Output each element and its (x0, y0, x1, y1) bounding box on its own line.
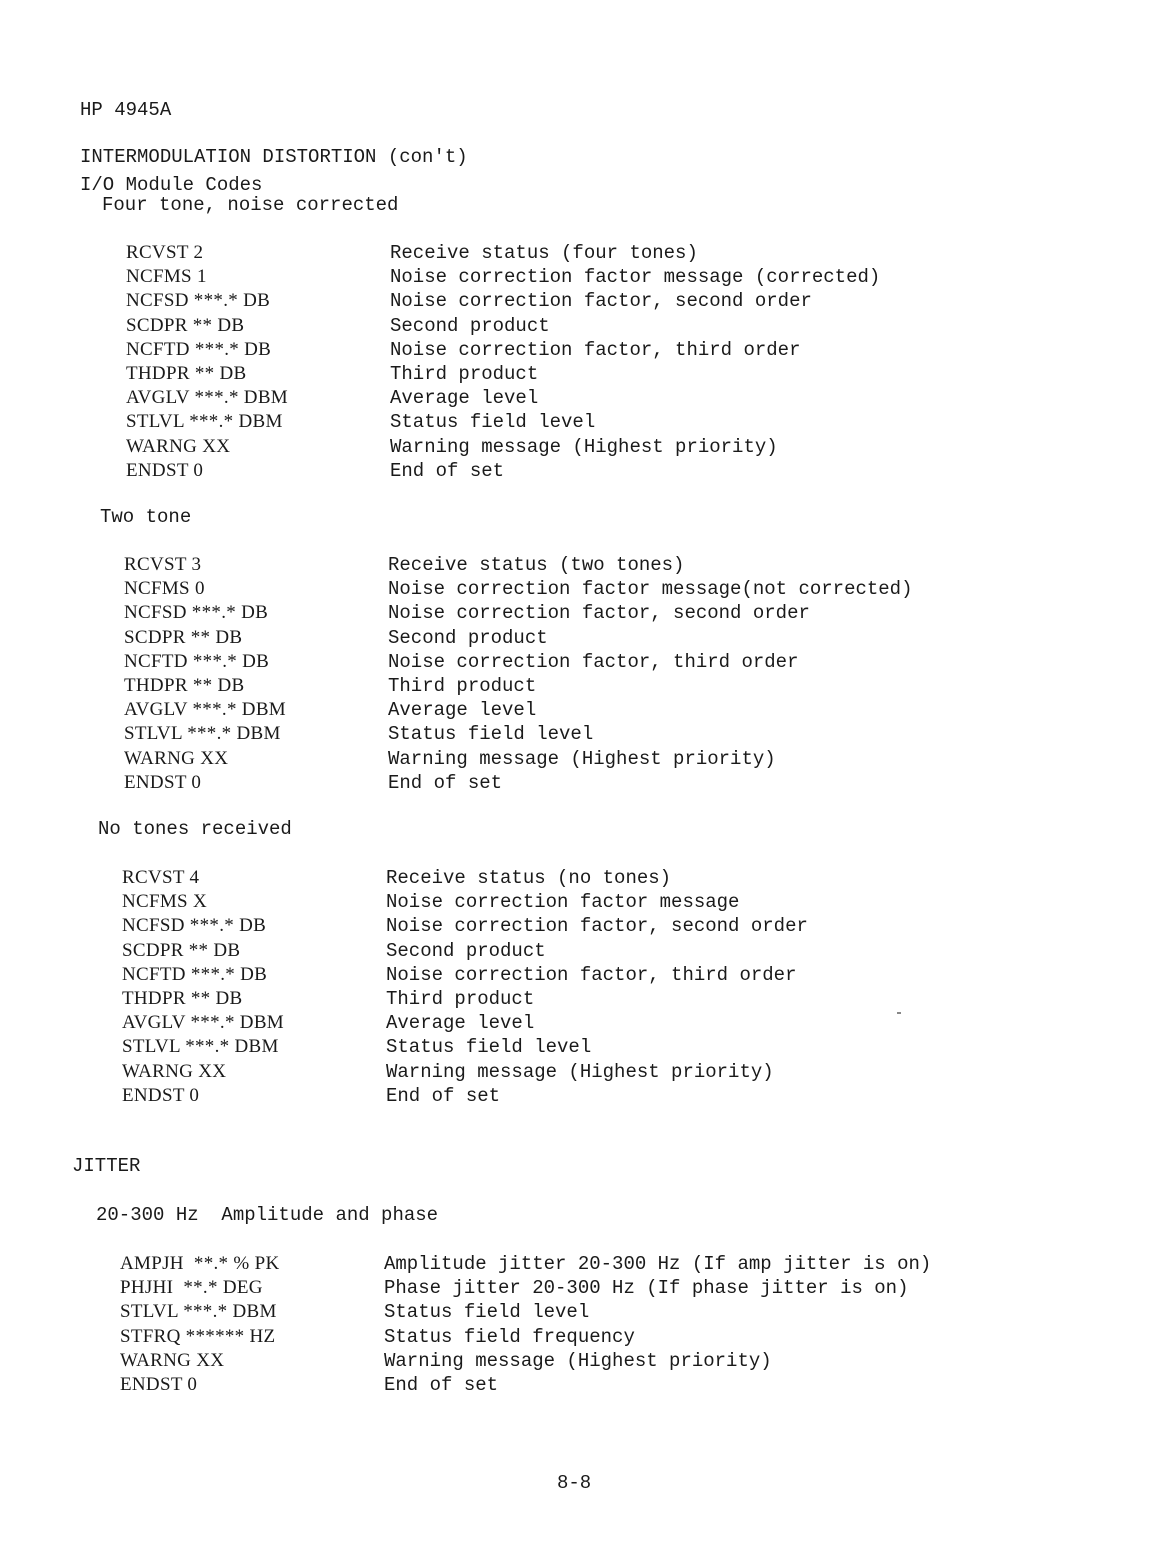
code-description: Status field level (386, 1036, 592, 1059)
code-mnemonic: NCFMS 0 (124, 578, 205, 600)
code-description: End of set (388, 771, 503, 794)
code-description: Noise correction factor, second order (388, 602, 810, 625)
code-mnemonic: NCFMS 1 (126, 266, 207, 288)
code-description: Amplitude jitter 20-300 Hz (If amp jitter is on) (384, 1253, 932, 1275)
code-description: End of set (384, 1373, 499, 1396)
code-description: Noise correction factor, second order (386, 915, 808, 938)
header-model: HP 4945A (80, 99, 172, 121)
code-mnemonic: NCFTD ***.* DB (124, 650, 270, 672)
code-description: Noise correction factor, third order (388, 650, 799, 673)
code-mnemonic: WARNG XX (122, 1060, 227, 1082)
code-description: Noise correction factor, third order (390, 338, 801, 361)
code-description: Warning message (Highest priority) (384, 1349, 772, 1372)
code-mnemonic: SCDPR ** DB (126, 314, 245, 336)
code-description: Second product (386, 939, 546, 962)
code-description: Average level (390, 387, 539, 410)
code-mnemonic: RCVST 2 (126, 242, 204, 263)
page-number: 8-8 (557, 1472, 592, 1494)
code-mnemonic: NCFSD ***.* DB (122, 915, 267, 937)
code-mnemonic: SCDPR ** DB (122, 939, 241, 961)
subsection-title-jitter-20-300: 20-300 Hz Amplitude and phase (96, 1204, 439, 1226)
code-description: Receive status (no tones) (386, 867, 672, 889)
code-mnemonic: NCFMS X (122, 891, 207, 913)
code-description: Noise correction factor, second order (390, 290, 812, 313)
code-description: Status field frequency (384, 1325, 635, 1348)
code-description: Average level (388, 699, 537, 722)
code-mnemonic: ENDST 0 (124, 771, 202, 793)
code-description: Status field level (388, 723, 594, 746)
code-description: Warning message (Highest priority) (390, 435, 778, 458)
code-mnemonic: THDPR ** DB (124, 674, 245, 696)
code-mnemonic: THDPR ** DB (122, 987, 243, 1009)
code-mnemonic: AMPJH **.* % PK (120, 1253, 280, 1274)
code-description: Receive status (four tones) (390, 242, 698, 264)
subsection-title-two-tone: Two tone (100, 506, 192, 528)
code-description: End of set (390, 459, 505, 482)
code-mnemonic: WARNG XX (124, 747, 229, 769)
section-title-imd: INTERMODULATION DISTORTION (con't) (80, 146, 468, 168)
code-mnemonic: AVGLV ***.* DBM (126, 387, 288, 409)
code-mnemonic: STLVL ***.* DBM (122, 1036, 279, 1058)
code-mnemonic: WARNG XX (126, 435, 231, 457)
code-mnemonic: RCVST 4 (122, 867, 200, 888)
code-mnemonic: AVGLV ***.* DBM (122, 1012, 284, 1034)
code-description: Average level (386, 1012, 535, 1035)
code-description: Noise correction factor message (386, 891, 740, 914)
code-mnemonic: STLVL ***.* DBM (126, 411, 283, 433)
code-description: Status field level (390, 411, 596, 434)
code-mnemonic: THDPR ** DB (126, 362, 247, 384)
code-description: End of set (386, 1084, 501, 1107)
code-mnemonic: SCDPR ** DB (124, 626, 243, 648)
code-description: Status field level (384, 1301, 590, 1324)
code-mnemonic: AVGLV ***.* DBM (124, 699, 286, 721)
code-description: Second product (388, 626, 548, 649)
code-description: Phase jitter 20-300 Hz (If phase jitter is on) (384, 1277, 909, 1300)
subsection-title-no-tones: No tones received (98, 818, 292, 840)
header-subtitle: I/O Module Codes (80, 174, 263, 196)
code-mnemonic: ENDST 0 (120, 1373, 198, 1395)
code-mnemonic: NCFSD ***.* DB (124, 602, 269, 624)
section-title-jitter: JITTER (72, 1155, 141, 1177)
code-mnemonic: WARNG XX (120, 1349, 225, 1371)
scan-speck (897, 1012, 901, 1014)
code-mnemonic: STFRQ ****** HZ (120, 1325, 276, 1347)
code-description: Third product (388, 674, 537, 697)
code-mnemonic: ENDST 0 (126, 459, 204, 481)
code-mnemonic: STLVL ***.* DBM (124, 723, 281, 745)
code-description: Noise correction factor, third order (386, 963, 797, 986)
code-description: Second product (390, 314, 550, 337)
code-mnemonic: STLVL ***.* DBM (120, 1301, 277, 1323)
code-description: Warning message (Highest priority) (388, 747, 776, 770)
code-description: Warning message (Highest priority) (386, 1060, 774, 1083)
code-mnemonic: NCFTD ***.* DB (122, 963, 268, 985)
code-description: Third product (386, 987, 535, 1010)
code-mnemonic: PHJHI **.* DEG (120, 1277, 263, 1299)
code-description: Noise correction factor message (corrected) (390, 266, 881, 289)
subsection-title-four-tone: Four tone, noise corrected (102, 194, 399, 216)
code-mnemonic: ENDST 0 (122, 1084, 200, 1106)
code-mnemonic: NCFSD ***.* DB (126, 290, 271, 312)
code-mnemonic: RCVST 3 (124, 554, 202, 575)
code-mnemonic: NCFTD ***.* DB (126, 338, 272, 360)
code-description: Third product (390, 362, 539, 385)
code-description: Noise correction factor message(not corrected) (388, 578, 913, 601)
code-description: Receive status (two tones) (388, 554, 685, 576)
